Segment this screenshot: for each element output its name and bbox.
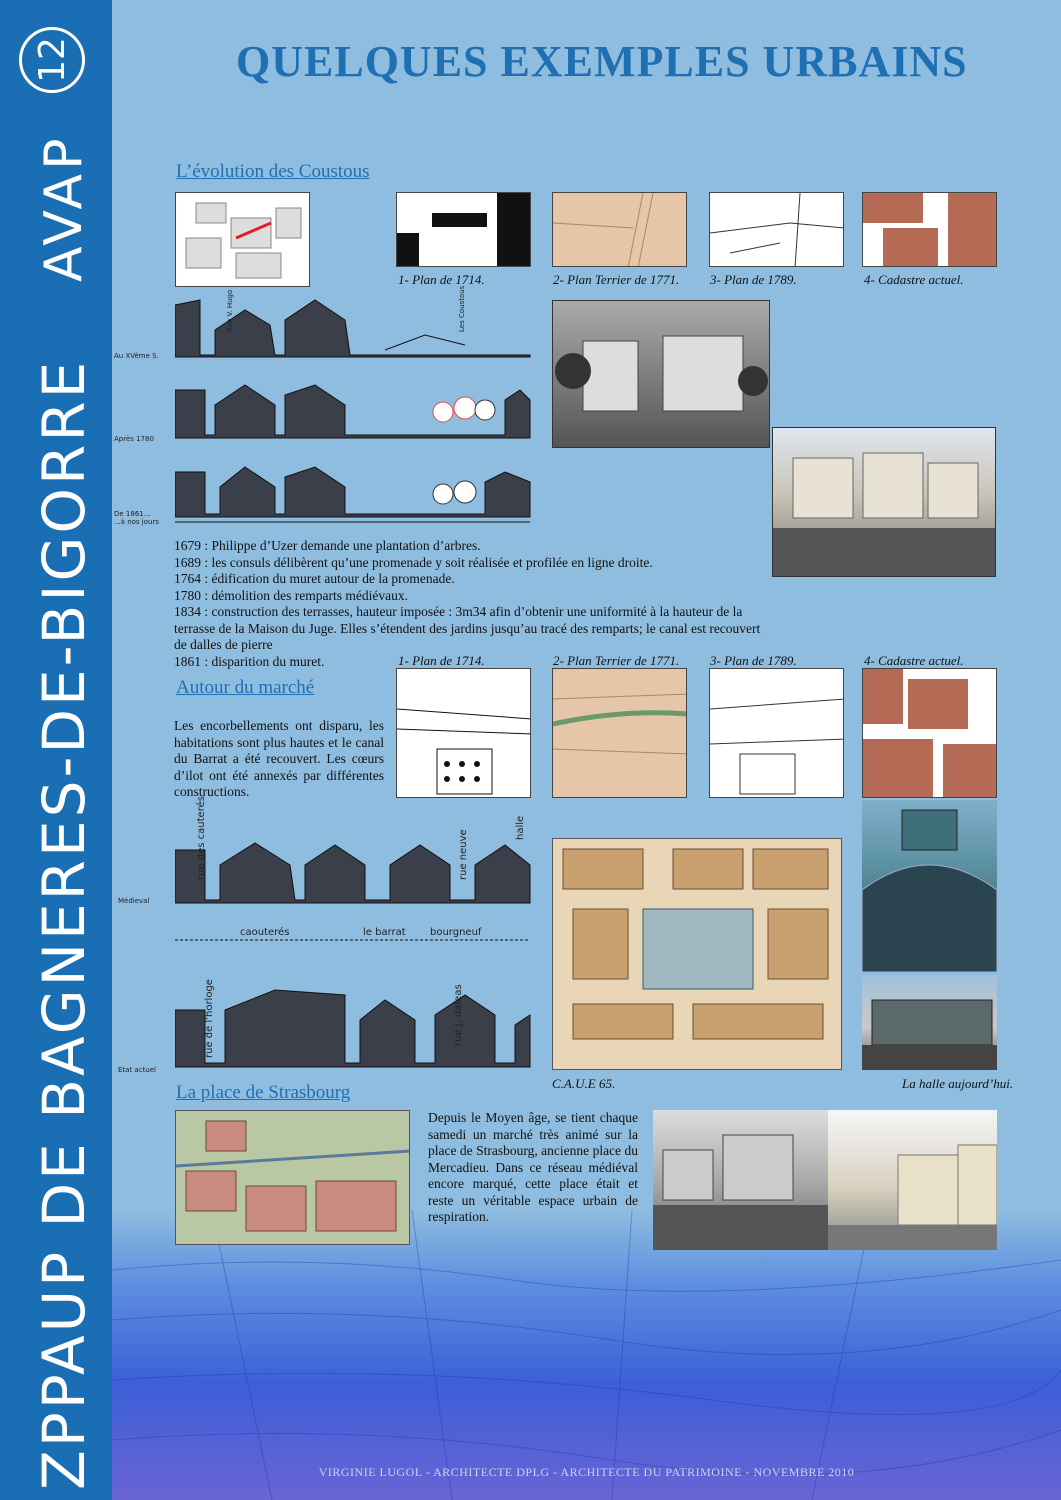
hand-label-rue-daleas: rue j. daleas: [453, 984, 464, 1046]
timeline-1861: 1861 : disparition du muret.: [174, 653, 325, 669]
section-heading-marche: Autour du marché: [176, 677, 315, 698]
section-label-actuel: Etat actuel: [118, 1066, 156, 1074]
cadastre-actuel-image: [862, 192, 997, 267]
panel-number-badge: 12: [19, 27, 85, 93]
plan2-caption-1: 1- Plan de 1714.: [398, 653, 485, 668]
plan2-caption-2: 2- Plan Terrier de 1771.: [553, 653, 680, 668]
hand-label-halle: halle: [515, 815, 526, 840]
hand-label-rue-cauteres: rue des cauterés: [196, 796, 207, 880]
plan-caption-1: 1- Plan de 1714.: [398, 272, 485, 287]
plan-axis-line: [175, 935, 535, 945]
current-coustous-photo: [772, 427, 996, 577]
marche-description: Les encorbellements ont disparu, les habitations sont plus hautes et le canal du Barrat a été recouvert. Les cœurs d’ilot ont été annexés par différentes constructions.: [174, 718, 384, 799]
plan-caption-2: 2- Plan Terrier de 1771.: [553, 272, 680, 287]
plan2-1789-image: [709, 668, 844, 798]
zppaup-label: ZPPAUP DE BAGNERES-DE-BIGORRE: [30, 358, 98, 1490]
plan-1714-image: [396, 192, 531, 267]
plan2-1771-image: [552, 668, 687, 798]
section-label-nos-jours: ...à nos jours: [114, 518, 159, 526]
plan-caption-3: 3- Plan de 1789.: [710, 272, 797, 287]
timeline-1679: 1679 : Philippe d’Uzer demande une plantation d’arbres.: [174, 538, 481, 553]
aerial-town-background: [112, 1210, 1061, 1500]
timeline-1689: 1689 : les consuls délibèrent qu’une promenade y soit réalisée et profilée en ligne droite.: [174, 554, 653, 570]
plan-caption-4: 4- Cadastre actuel.: [864, 272, 964, 287]
strasbourg-historic-map: [175, 1110, 410, 1245]
halle-photo-top: [862, 800, 997, 972]
plan2-1714-image: [396, 668, 531, 798]
coustous-timeline: [174, 538, 774, 670]
hand-label-bourgneuf: bourgneuf: [430, 927, 482, 938]
timeline-1780: 1780 : démolition des remparts médiévaux.: [174, 587, 408, 603]
section-drawing-1861: [175, 462, 535, 524]
plan-1789-image: [709, 192, 844, 267]
cadastre2-actuel-image: [862, 668, 997, 798]
section-label-1780: Après 1780: [114, 435, 154, 443]
timeline-1834: 1834 : construction des terrasses, hauteur imposée : 3m34 afin d’obtenir une uniformité à la hauteur de la terrasse de la Maison du Juge. Elles s’étendent des jardins jusqu’au tracé des remparts; le canal est recouvert de dalles de pierre: [174, 604, 761, 652]
hand-label-le-barrat: le barrat: [363, 927, 406, 938]
caue-caption: C.A.U.E 65.: [552, 1076, 616, 1091]
hand-label-rue-horloge: rue de l'horloge: [204, 979, 215, 1058]
hand-label-rue-neuve: rue neuve: [458, 829, 469, 880]
halle-photo-bottom: [862, 975, 997, 1070]
street-label-vhugo: Rue V. Hugo: [226, 289, 234, 332]
plan2-caption-4: 4- Cadastre actuel.: [864, 653, 964, 668]
section-label-medieval: Médieval: [118, 897, 150, 905]
avap-label: AVAP: [34, 134, 94, 282]
page-title: QUELQUES EXEMPLES URBAINS: [236, 37, 968, 86]
section-drawing-actuel: [175, 985, 535, 1071]
section-heading-strasbourg: La place de Strasbourg: [176, 1082, 351, 1103]
halle-caption: La halle aujourd’hui.: [902, 1076, 1014, 1091]
street-label-coustous: Les Coustous: [458, 285, 466, 332]
strasbourg-description: Depuis le Moyen âge, se tient chaque samedi un marché très animé sur la place de Strasbourg, ancienne place du Mercadieu. Dans ce réseau médiéval encore marqué, cette place était et reste un véritable espace urbain de respiration.: [428, 1110, 638, 1224]
section-drawing-1780: [175, 380, 535, 445]
section-label-1861: De 1861...: [114, 510, 151, 518]
location-map: [175, 192, 310, 287]
section-drawing-medieval: [175, 835, 535, 907]
timeline-1764: 1764 : édification du muret autour de la promenade.: [174, 571, 455, 586]
plan2-caption-3: 3- Plan de 1789.: [710, 653, 797, 668]
hand-label-caouteres: caouterés: [240, 927, 290, 938]
strasbourg-historic-engraving: [653, 1110, 828, 1250]
strasbourg-current-photo: [828, 1110, 997, 1250]
caue-market-drawing: [552, 838, 842, 1070]
plan-1771-image: [552, 192, 687, 267]
section-heading-coustous: L’évolution des Coustous: [176, 161, 370, 182]
sidebar: [0, 0, 112, 1500]
section-label-xv: Au XVème S.: [114, 352, 159, 360]
historic-coustous-photo: [552, 300, 770, 448]
footer-credit: VIRGINIE LUGOL - ARCHITECTE DPLG - ARCHITECTE DU PATRIMOINE - NOVEMBRE 2010: [318, 1465, 855, 1479]
